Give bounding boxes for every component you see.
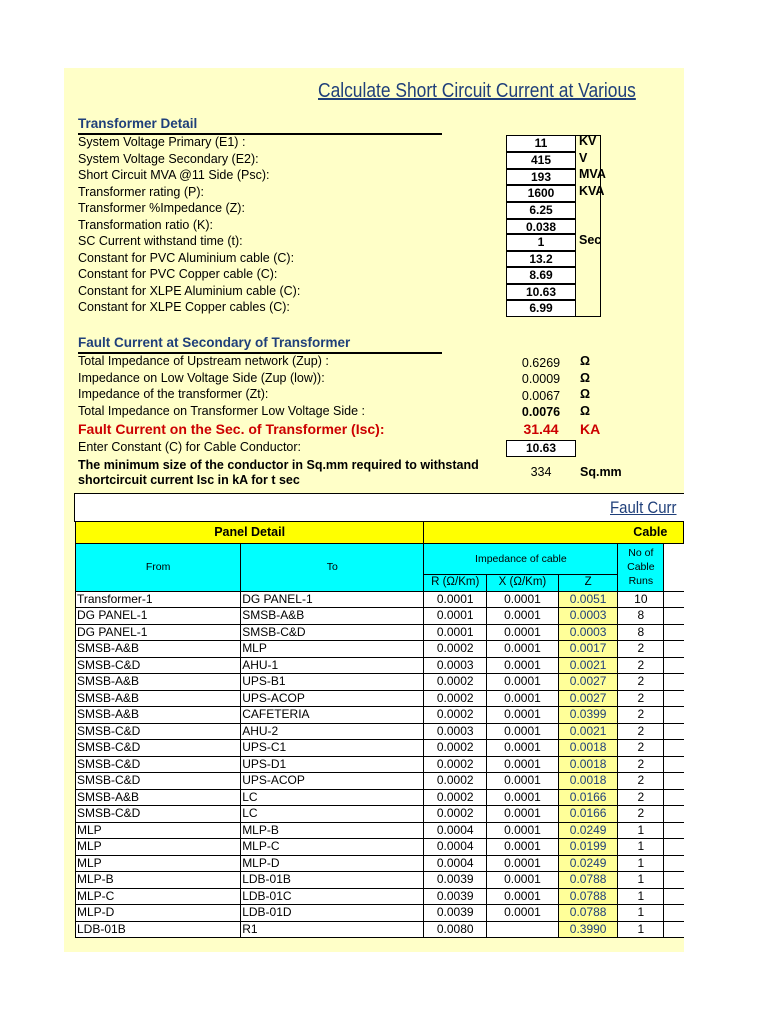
to-cell[interactable]: UPS-B1 [241, 674, 424, 691]
row-label: Constant for PVC Copper cable (C): [78, 267, 278, 281]
x-cell[interactable]: 0.0001 [487, 839, 559, 856]
transformer-impedance-value: 0.0067 [521, 389, 561, 403]
row-label: System Voltage Primary (E1) : [78, 135, 246, 149]
runs-cell[interactable]: 1 [618, 822, 664, 839]
r-cell[interactable]: 0.0039 [424, 872, 487, 889]
z-cell[interactable]: 0.0018 [558, 773, 618, 790]
table-row [76, 888, 684, 905]
unit-label: KVA [579, 184, 605, 198]
pvc-copper-constant[interactable]: 8.69 [506, 267, 576, 284]
x-cell[interactable]: 0.0001 [487, 641, 559, 658]
from-cell[interactable]: MLP [76, 839, 241, 856]
runs-cell[interactable]: 2 [618, 773, 664, 790]
r-cell[interactable]: 0.0080 [424, 921, 487, 938]
x-cell[interactable]: 0.0001 [487, 690, 559, 707]
to-cell[interactable]: MLP-C [241, 839, 424, 856]
runs-cell[interactable]: 2 [618, 707, 664, 724]
table-edge-cell [664, 921, 684, 938]
table-row [76, 591, 684, 608]
page-title: Calculate Short Circuit Current at Various [318, 80, 636, 102]
runs-cell[interactable]: 1 [618, 855, 664, 872]
row-label: Transformer rating (P): [78, 185, 204, 199]
table-row [76, 789, 684, 806]
from-cell[interactable]: MLP-B [76, 872, 241, 889]
fault-table-title: Fault Curr [610, 498, 677, 517]
to-cell[interactable]: LC [241, 806, 424, 823]
to-cell[interactable]: UPS-D1 [241, 756, 424, 773]
row-label: Constant for PVC Aluminium cable (C): [78, 251, 295, 265]
x-cell[interactable]: 0.0001 [487, 657, 559, 674]
r-cell[interactable]: 0.0003 [424, 723, 487, 740]
table-edge-cell [664, 591, 684, 608]
z-cell[interactable]: 0.0166 [558, 806, 618, 823]
unit-label: Ω [580, 404, 591, 418]
to-cell[interactable]: SMSB-C&D [241, 624, 424, 641]
to-cell[interactable]: UPS-C1 [241, 740, 424, 757]
unit-label: Ω [580, 387, 591, 401]
total-impedance-value: 0.0076 [521, 405, 561, 419]
cable-runs-header [618, 544, 664, 592]
table-edge-cell [664, 641, 684, 658]
runs-cell[interactable]: 2 [618, 657, 664, 674]
table-edge-cell [664, 806, 684, 823]
r-cell[interactable]: 0.0002 [424, 806, 487, 823]
to-cell[interactable]: SMSB-A&B [241, 608, 424, 625]
z-cell[interactable]: 0.0018 [558, 740, 618, 757]
unit-label: V [579, 151, 588, 165]
runs-cell[interactable]: 8 [618, 624, 664, 641]
z-cell[interactable]: 0.0249 [558, 822, 618, 839]
short-circuit-mva-input[interactable]: 193 [506, 169, 576, 185]
runs-cell[interactable]: 1 [618, 905, 664, 922]
row-label: Constant for XLPE Copper cables (C): [78, 300, 290, 314]
from-cell[interactable]: SMSB-C&D [76, 773, 241, 790]
table-row [76, 905, 684, 922]
table-edge-cell [664, 740, 684, 757]
fault-table-body [76, 591, 684, 938]
z-cell[interactable]: 0.0788 [558, 905, 618, 922]
col-to-header: To [241, 544, 424, 592]
table-edge-cell [664, 822, 684, 839]
z-cell[interactable]: 0.0003 [558, 608, 618, 625]
table-edge-cell [664, 624, 684, 641]
row-label: Impedance on Low Voltage Side (Zup (low)): [78, 371, 325, 385]
from-cell[interactable]: SMSB-A&B [76, 707, 241, 724]
to-cell[interactable]: LC [241, 789, 424, 806]
transformer-rating-input[interactable]: 1600 [506, 185, 576, 202]
z-cell[interactable]: 0.0018 [558, 756, 618, 773]
x-cell[interactable]: 0.0001 [487, 591, 559, 608]
table-edge-cell [664, 789, 684, 806]
r-cell[interactable]: 0.0002 [424, 641, 487, 658]
table-row [76, 608, 684, 625]
from-cell[interactable]: SMSB-A&B [76, 674, 241, 691]
xlpe-aluminium-constant[interactable]: 10.63 [506, 284, 576, 300]
runs-cell[interactable]: 2 [618, 789, 664, 806]
from-cell[interactable]: DG PANEL-1 [76, 624, 241, 641]
to-cell[interactable]: AHU-1 [241, 657, 424, 674]
from-cell[interactable]: MLP-D [76, 905, 241, 922]
table-edge-cell [664, 544, 684, 592]
table-edge-cell [664, 872, 684, 889]
z-cell[interactable]: 0.0021 [558, 657, 618, 674]
table-row [76, 657, 684, 674]
to-cell[interactable]: MLP-D [241, 855, 424, 872]
table-edge-cell [664, 690, 684, 707]
to-cell[interactable]: UPS-ACOP [241, 773, 424, 790]
r-cell[interactable]: 0.0001 [424, 624, 487, 641]
x-cell[interactable]: 0.0001 [487, 822, 559, 839]
table-edge-cell [664, 756, 684, 773]
row-label: Transformation ratio (K): [78, 218, 213, 232]
from-cell[interactable]: SMSB-C&D [76, 657, 241, 674]
from-cell[interactable]: MLP [76, 855, 241, 872]
r-cell[interactable]: 0.0039 [424, 905, 487, 922]
row-label: Impedance of the transformer (Zt): [78, 387, 269, 401]
table-row [76, 839, 684, 856]
from-cell[interactable]: SMSB-C&D [76, 756, 241, 773]
to-cell[interactable]: UPS-ACOP [241, 690, 424, 707]
table-row [76, 624, 684, 641]
z-cell[interactable]: 0.0051 [558, 591, 618, 608]
pvc-aluminium-constant[interactable]: 13.2 [506, 251, 576, 267]
z-cell[interactable]: 0.0788 [558, 888, 618, 905]
x-cell[interactable]: 0.0001 [487, 789, 559, 806]
r-cell[interactable]: 0.0039 [424, 888, 487, 905]
runs-header-line: Cable [627, 561, 655, 574]
row-label: Total Impedance of Upstream network (Zup) : [78, 354, 329, 368]
panel-detail-header: Panel Detail [76, 522, 424, 544]
lv-impedance-value: 0.0009 [521, 372, 561, 386]
row-label: Total Impedance on Transformer Low Voltage Side : [78, 404, 365, 418]
unit-label: Sec [579, 233, 602, 247]
min-size-value: 334 [530, 465, 552, 479]
table-edge-cell [664, 608, 684, 625]
min-size-label-line2: shortcircuit current Isc in kA for t sec [78, 473, 300, 487]
to-cell[interactable]: AHU-2 [241, 723, 424, 740]
cable-constant-input[interactable]: 10.63 [506, 440, 576, 457]
runs-cell[interactable]: 2 [618, 740, 664, 757]
unit-label: Ω [580, 371, 591, 385]
table-edge-cell [664, 674, 684, 691]
runs-cell[interactable]: 2 [618, 806, 664, 823]
z-cell[interactable]: 0.0199 [558, 839, 618, 856]
transformer-detail-heading: Transformer Detail [78, 116, 198, 131]
row-label: Short Circuit MVA @11 Side (Psc): [78, 168, 270, 182]
from-cell[interactable]: SMSB-C&D [76, 806, 241, 823]
min-size-label-line1: The minimum size of the conductor in Sq.mm required to withstand [78, 458, 479, 472]
runs-cell[interactable]: 2 [618, 674, 664, 691]
to-cell[interactable]: LDB-01B [241, 872, 424, 889]
from-cell[interactable]: SMSB-C&D [76, 740, 241, 757]
fault-secondary-heading: Fault Current at Secondary of Transformer [78, 335, 351, 350]
runs-cell[interactable]: 1 [618, 888, 664, 905]
to-cell[interactable]: R1 [241, 921, 424, 938]
z-cell[interactable]: 0.0788 [558, 872, 618, 889]
runs-cell[interactable]: 1 [618, 839, 664, 856]
to-cell[interactable]: MLP [241, 641, 424, 658]
x-cell[interactable]: 0.0001 [487, 608, 559, 625]
runs-header-line: No of [628, 547, 654, 560]
table-row [76, 674, 684, 691]
isc-value: 31.44 [523, 421, 559, 437]
transformation-ratio-value: 0.038 [506, 219, 576, 234]
primary-voltage-input[interactable]: 11 [506, 135, 576, 152]
r-cell[interactable]: 0.0001 [424, 608, 487, 625]
r-cell[interactable]: 0.0004 [424, 855, 487, 872]
table-row [76, 855, 684, 872]
row-label: SC Current withstand time (t): [78, 234, 243, 248]
fault-current-table [75, 521, 684, 938]
from-cell[interactable]: SMSB-A&B [76, 641, 241, 658]
row-label: Transformer %Impedance (Z): [78, 201, 245, 215]
runs-cell[interactable]: 2 [618, 690, 664, 707]
table-row [76, 740, 684, 757]
runs-cell[interactable]: 2 [618, 756, 664, 773]
isc-label: Fault Current on the Sec. of Transformer (Isc): [78, 421, 385, 437]
col-z-header: Z [558, 575, 618, 592]
x-cell[interactable]: 0.0001 [487, 740, 559, 757]
upstream-impedance-value: 0.6269 [521, 356, 561, 370]
z-cell[interactable]: 0.3990 [558, 921, 618, 938]
r-cell[interactable]: 0.0004 [424, 822, 487, 839]
table-row [76, 756, 684, 773]
x-cell[interactable]: 0.0001 [487, 855, 559, 872]
x-cell[interactable]: 0.0001 [487, 905, 559, 922]
r-cell[interactable]: 0.0002 [424, 690, 487, 707]
from-cell[interactable]: SMSB-C&D [76, 723, 241, 740]
z-cell[interactable]: 0.0021 [558, 723, 618, 740]
fault-title-band [74, 493, 684, 522]
xlpe-copper-constant[interactable]: 6.99 [506, 300, 576, 317]
to-cell[interactable]: MLP-B [241, 822, 424, 839]
from-cell[interactable]: SMSB-A&B [76, 789, 241, 806]
x-cell[interactable]: 0.0001 [487, 723, 559, 740]
r-cell[interactable]: 0.0002 [424, 740, 487, 757]
from-cell[interactable]: SMSB-A&B [76, 690, 241, 707]
r-cell[interactable]: 0.0002 [424, 674, 487, 691]
withstand-time-input[interactable]: 1 [506, 234, 576, 251]
from-cell[interactable]: MLP-C [76, 888, 241, 905]
table-edge-cell [664, 773, 684, 790]
table-edge-cell [664, 707, 684, 724]
runs-cell[interactable]: 1 [618, 872, 664, 889]
secondary-voltage-input[interactable]: 415 [506, 152, 576, 169]
table-row [76, 806, 684, 823]
table-edge-cell [664, 855, 684, 872]
row-label: System Voltage Secondary (E2): [78, 152, 259, 166]
col-r-header: R (Ω/Km) [424, 575, 487, 592]
runs-cell[interactable]: 2 [618, 723, 664, 740]
x-cell[interactable]: 0.0001 [487, 806, 559, 823]
runs-cell[interactable]: 8 [618, 608, 664, 625]
table-edge-cell [664, 905, 684, 922]
r-cell[interactable]: 0.0003 [424, 657, 487, 674]
x-cell[interactable]: 0.0001 [487, 773, 559, 790]
table-row [76, 723, 684, 740]
runs-cell[interactable]: 2 [618, 641, 664, 658]
to-cell[interactable]: DG PANEL-1 [241, 591, 424, 608]
impedance-header: Impedance of cable [424, 544, 618, 575]
table-row [76, 690, 684, 707]
row-label: Constant for XLPE Aluminium cable (C): [78, 284, 301, 298]
unit-label: MVA [579, 167, 606, 181]
z-cell[interactable]: 0.0249 [558, 855, 618, 872]
z-cell[interactable]: 0.0017 [558, 641, 618, 658]
table-row [76, 773, 684, 790]
table-edge-cell [664, 888, 684, 905]
from-cell[interactable]: MLP [76, 822, 241, 839]
runs-cell[interactable]: 10 [618, 591, 664, 608]
x-cell[interactable]: 0.0001 [487, 756, 559, 773]
to-cell[interactable]: LDB-01C [241, 888, 424, 905]
z-cell[interactable]: 0.0027 [558, 674, 618, 691]
table-row [76, 822, 684, 839]
table-edge-cell [664, 839, 684, 856]
x-cell[interactable]: 0.0001 [487, 624, 559, 641]
isc-unit: KA [580, 421, 601, 437]
x-cell[interactable]: 0.0001 [487, 707, 559, 724]
r-cell[interactable]: 0.0001 [424, 591, 487, 608]
r-cell[interactable]: 0.0004 [424, 839, 487, 856]
from-cell[interactable]: Transformer-1 [76, 591, 241, 608]
constant-label: Enter Constant (C) for Cable Conductor: [78, 440, 302, 454]
col-from-header: From [76, 544, 241, 592]
cable-header: Cable [424, 522, 684, 544]
table-row [76, 921, 684, 938]
r-cell[interactable]: 0.0002 [424, 789, 487, 806]
unit-label: KV [579, 134, 597, 148]
to-cell[interactable]: LDB-01D [241, 905, 424, 922]
z-cell[interactable]: 0.0399 [558, 707, 618, 724]
r-cell[interactable]: 0.0002 [424, 707, 487, 724]
col-x-header: X (Ω/Km) [487, 575, 559, 592]
runs-header-line: Runs [628, 575, 654, 588]
z-cell[interactable]: 0.0027 [558, 690, 618, 707]
r-cell[interactable]: 0.0002 [424, 756, 487, 773]
from-cell[interactable]: LDB-01B [76, 921, 241, 938]
runs-cell[interactable]: 1 [618, 921, 664, 938]
x-cell[interactable]: 0.0001 [487, 674, 559, 691]
min-size-unit: Sq.mm [580, 465, 622, 479]
x-cell[interactable]: 0.0001 [487, 872, 559, 889]
impedance-percent-input[interactable]: 6.25 [506, 202, 576, 219]
r-cell[interactable]: 0.0002 [424, 773, 487, 790]
table-edge-cell [664, 723, 684, 740]
spreadsheet-sheet [64, 68, 684, 952]
from-cell[interactable]: DG PANEL-1 [76, 608, 241, 625]
to-cell[interactable]: CAFETERIA [241, 707, 424, 724]
table-row [76, 641, 684, 658]
z-cell[interactable]: 0.0166 [558, 789, 618, 806]
x-cell[interactable] [487, 921, 559, 938]
table-row [76, 707, 684, 724]
x-cell[interactable]: 0.0001 [487, 888, 559, 905]
table-edge-cell [664, 657, 684, 674]
z-cell[interactable]: 0.0003 [558, 624, 618, 641]
table-row [76, 872, 684, 889]
unit-label: Ω [580, 354, 591, 368]
